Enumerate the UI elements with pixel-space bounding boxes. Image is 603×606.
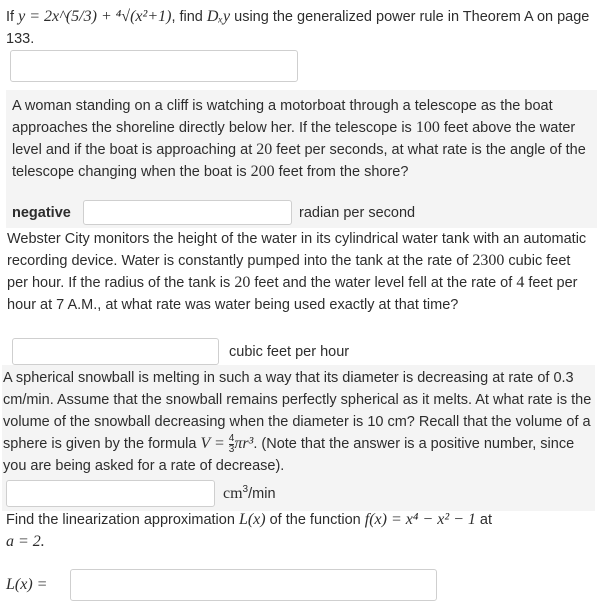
question-3-text: Webster City monitors the height of the water in its cylindrical water tank with an automatic recording device. Water is constantly pumped into the tank at the rate of 2300 cubic feet per hour. If the radius of the tank is 20 feet and the water level fell at the rate of 4 feet per hour at 7 A.M., at what rate was water being used exactly at that time? <box>7 231 587 313</box>
q3-answer-input[interactable] <box>12 338 219 365</box>
q5-lx: L(x) <box>238 511 266 528</box>
question-5-text: Find the linearization approximation L(x) of the function f(x) = x⁴ − x² − 1 at a = 2. <box>6 511 493 550</box>
q2-distance: 200 <box>250 163 275 180</box>
q3-pump-rate: 2300 <box>472 252 505 269</box>
q2-sign-label: negative <box>12 205 71 221</box>
question-1-text: If y = 2x^(5/3) + ⁴√(x²+1), find Dₓy using the generalized power rule in Theorem A on page 133. <box>6 8 590 47</box>
question-4-text: A spherical snowball is melting in such a way that its diameter is decreasing at rate of 0.3 cm/min. Assume that the snowball remains perfectly spherical as it melts. At what rate is the volume of the snowball decreasing when the diameter is 10 cm? Recall that the volume of a sphere is given by the formula V = $\frac{4}{3}$ πr³. (Note that the answer is a positive number, since you are being asked for a rate of decrease). <box>3 370 592 474</box>
question-2-text: A woman standing on a cliff is watching a motorboat through a telescope as the boat approaches the shoreline directly below her. If the telescope is 100 feet above the water level and if the boat is approaching at 20 feet per seconds, at what rate is the angle of the telescope changing when the boat is 200 feet from the shore? <box>12 98 586 180</box>
q5-answer-input[interactable] <box>70 569 437 601</box>
q1-answer-input[interactable] <box>10 50 298 82</box>
q4-formula-rhs: πr³ <box>234 435 254 452</box>
q4-fraction: $\frac{4}{3}$ <box>228 432 235 455</box>
q3-fall-rate: 4 <box>516 274 525 291</box>
q5-a-value: a = 2. <box>6 533 45 550</box>
q2-speed: 20 <box>256 141 273 158</box>
q5-fx: f(x) = x⁴ − x² − 1 <box>364 511 476 528</box>
q5-answer-label: L(x) = <box>6 576 48 593</box>
q3-radius: 20 <box>234 274 251 291</box>
q1-equation: y = 2x^(5/3) + ⁴√(x²+1) <box>18 8 172 25</box>
q2-height: 100 <box>415 119 440 136</box>
q3-unit-label: cubic feet per hour <box>229 344 350 360</box>
q2-answer-input[interactable] <box>83 200 292 225</box>
q4-formula-lhs: V = <box>200 435 229 452</box>
q1-target: Dₓy <box>206 8 231 25</box>
q4-unit-label: $cm^3/\min$ <box>223 484 276 502</box>
q4-answer-input[interactable] <box>6 480 215 507</box>
q2-unit-label: radian per second <box>299 205 416 221</box>
